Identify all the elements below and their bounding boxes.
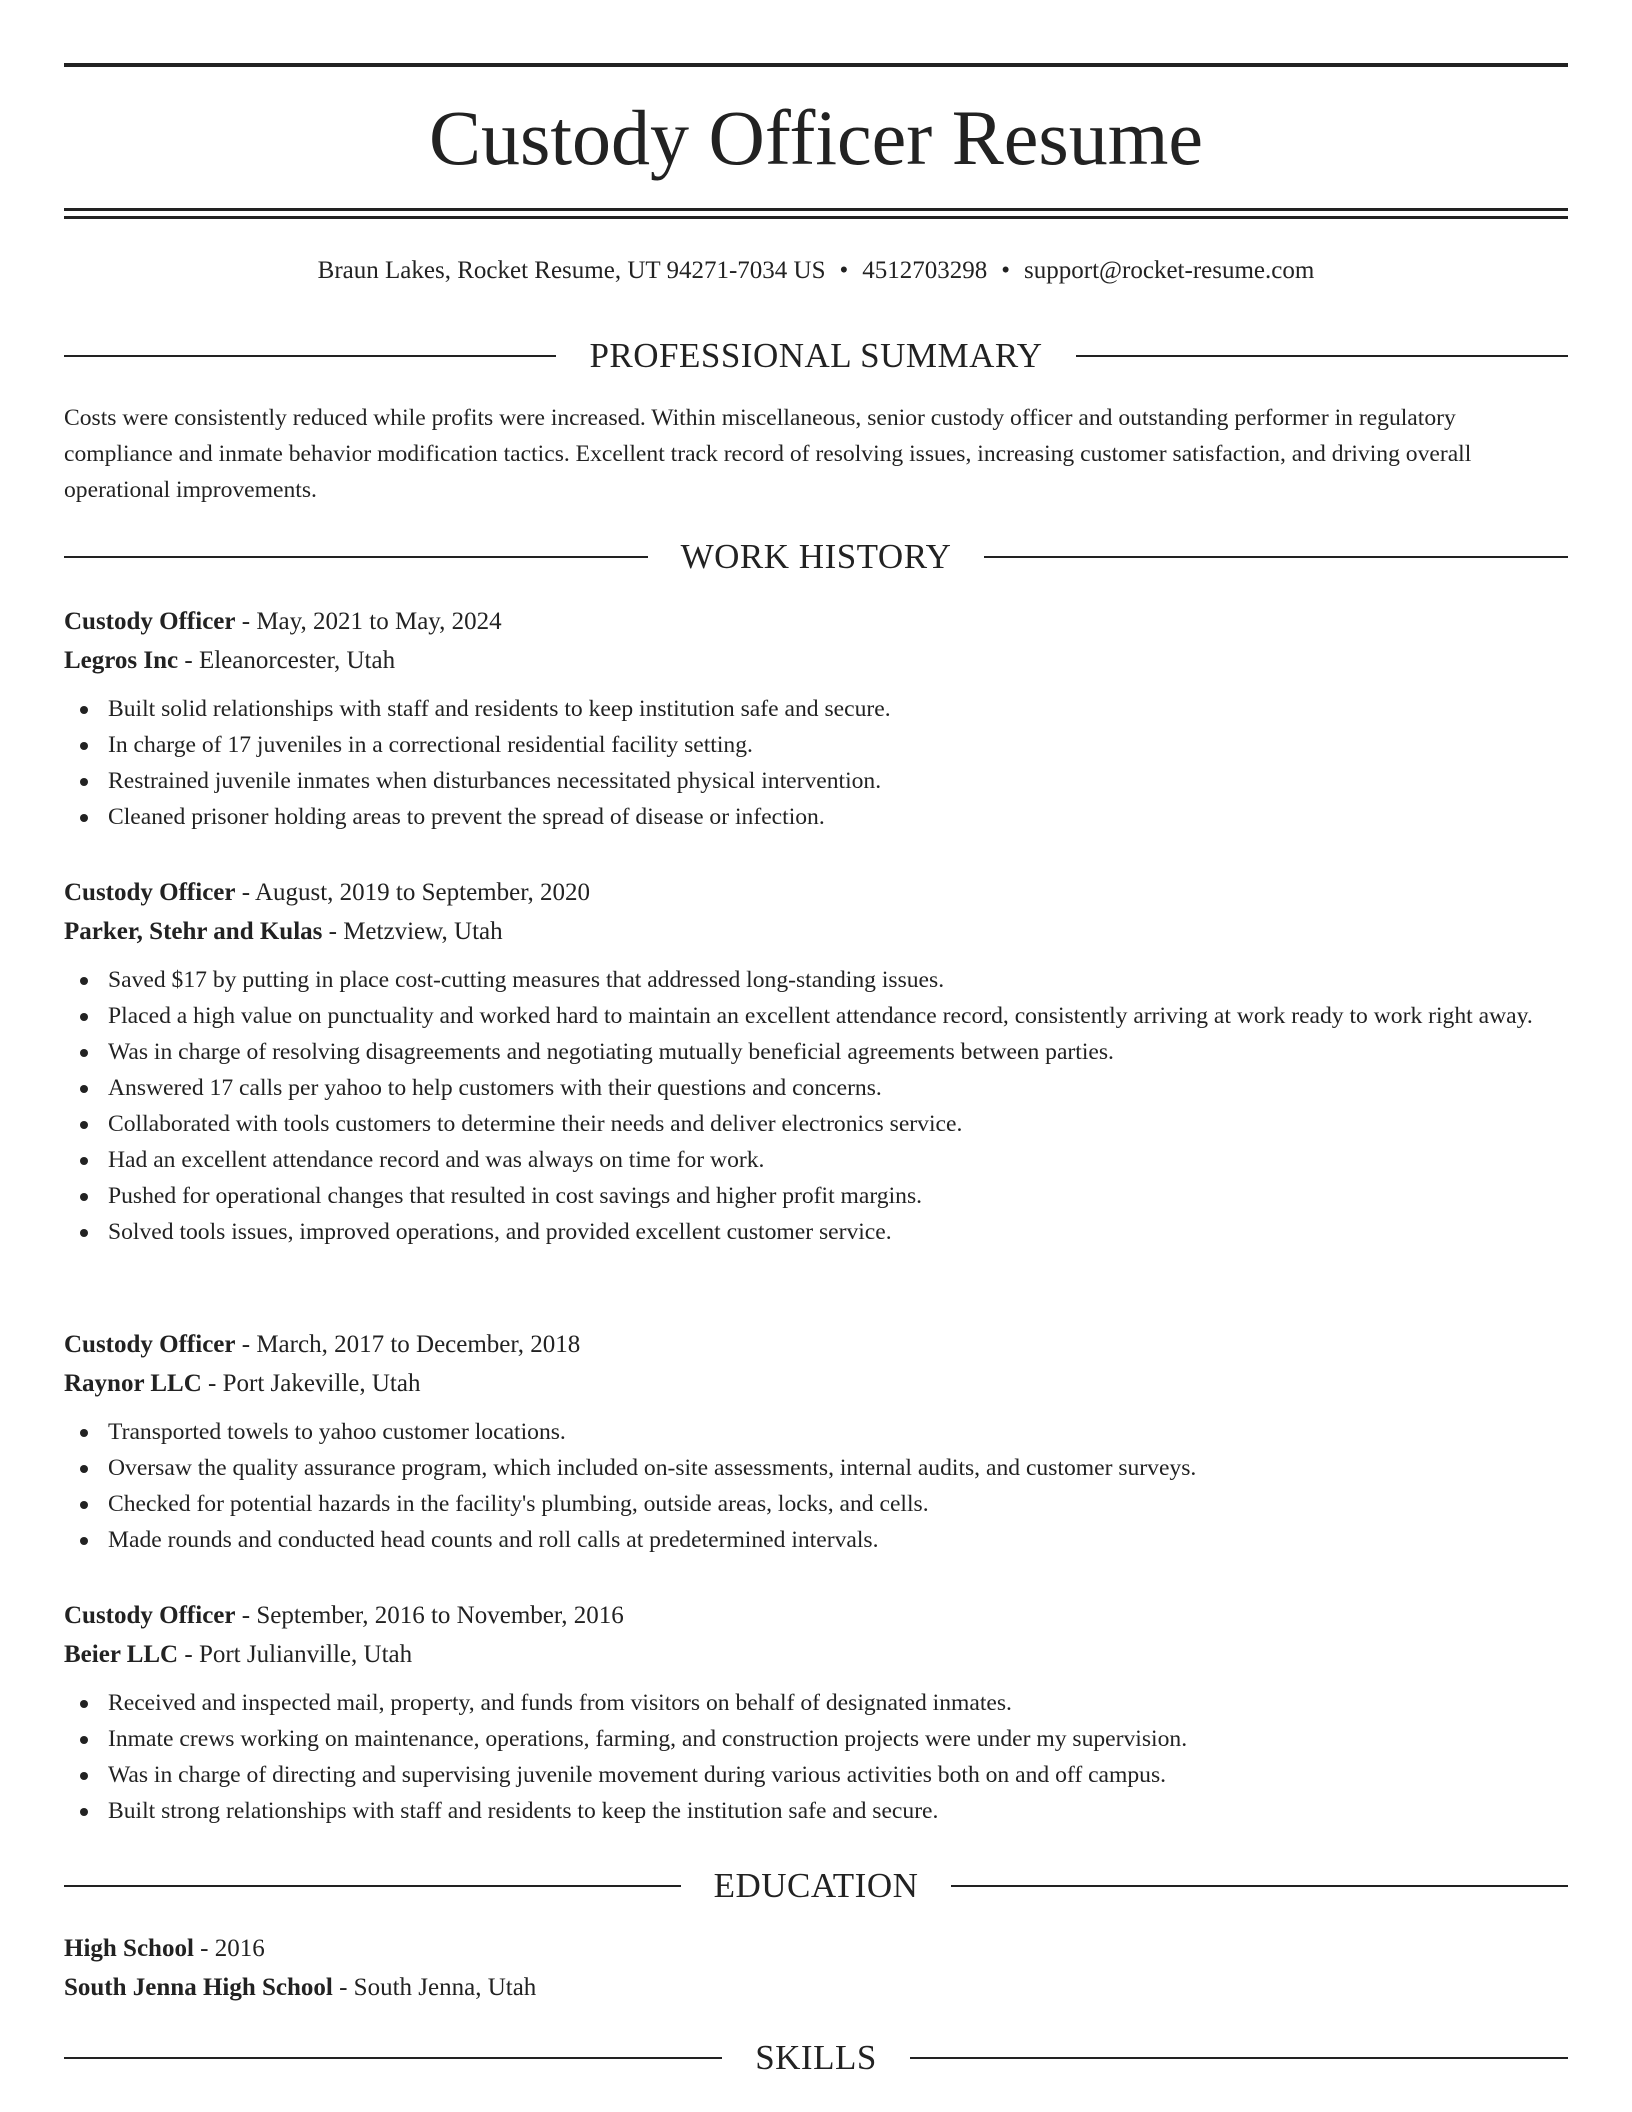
job-dates: - August, 2019 to September, 2020 [235, 879, 591, 906]
top-rule [64, 63, 1568, 67]
summary-text: Costs were consistently reduced while profits were increased. Within miscellaneous, senior custody officer and outstanding performer in regulatory compliance and inmate behavior modification tactics. Excellent track record of resolving issues, increasing customer satisfaction, and driving overall operational improvements. [64, 405, 1472, 503]
job-title: Custody Officer [64, 608, 236, 635]
heading-rule-left [64, 556, 648, 558]
job-bullet: Collaborated with tools customers to determine their needs and deliver electronics service. [64, 1106, 1568, 1142]
education-year: - 2016 [193, 1935, 265, 1962]
job-bullet: Pushed for operational changes that resulted in cost savings and higher profit margins. [64, 1178, 1568, 1214]
job-title-line [64, 873, 1568, 912]
section-title: WORK HISTORY [680, 537, 952, 576]
job-company: Parker, Stehr and Kulas [64, 918, 323, 945]
job-company: Raynor LLC [64, 1370, 202, 1397]
heading-rule-right [984, 556, 1568, 558]
job-bullet: Oversaw the quality assurance program, which included on-site assessments, internal audits, and customer surveys. [64, 1450, 1568, 1486]
job-bullet: Placed a high value on punctuality and worked hard to maintain an excellent attendance record, consistently arriving at work ready to work right away. [64, 998, 1568, 1034]
job-bullets [64, 962, 1568, 1250]
section-heading-summary [64, 334, 1568, 378]
job-entry [64, 1325, 1568, 1558]
job-bullet: Restrained juvenile inmates when disturbances necessitated physical intervention. [64, 763, 1568, 799]
section-title: PROFESSIONAL SUMMARY [589, 336, 1043, 375]
job-dates: - March, 2017 to December, 2018 [235, 1331, 581, 1358]
job-entry [64, 1596, 1568, 1829]
job-title: Custody Officer [64, 879, 236, 906]
education-degree-line [64, 1929, 1568, 1968]
job-bullet: Was in charge of directing and supervising juvenile movement during various activities both on and off campus. [64, 1757, 1568, 1793]
contact-address: Braun Lakes, Rocket Resume, UT 94271-7034 US [317, 257, 826, 284]
job-dates: - September, 2016 to November, 2016 [235, 1602, 624, 1629]
contact-separator: • [1001, 257, 1011, 284]
education-location: - South Jenna, Utah [332, 1974, 537, 2001]
job-bullet: Had an excellent attendance record and was always on time for work. [64, 1142, 1568, 1178]
education-degree: High School [64, 1935, 194, 1962]
job-bullet: Built solid relationships with staff and residents to keep institution safe and secure. [64, 691, 1568, 727]
job-bullet: Made rounds and conducted head counts and roll calls at predetermined intervals. [64, 1522, 1568, 1558]
job-title-line [64, 602, 1568, 641]
job-bullet: Answered 17 calls per yahoo to help customers with their questions and concerns. [64, 1070, 1568, 1106]
job-company: Beier LLC [64, 1641, 179, 1668]
job-bullet: Checked for potential hazards in the facility's plumbing, outside areas, locks, and cells. [64, 1486, 1568, 1522]
job-company-line [64, 912, 1568, 951]
section-title: EDUCATION [713, 1866, 919, 1905]
contact-email: support@rocket-resume.com [1024, 257, 1315, 284]
contact-line [64, 253, 1568, 289]
heading-rule-right [951, 1885, 1568, 1887]
job-location: - Eleanorcester, Utah [178, 647, 396, 674]
contact-phone: 4512703298 [862, 257, 988, 284]
job-company-line [64, 1635, 1568, 1674]
job-company-line [64, 641, 1568, 680]
title-rule-lower [64, 216, 1568, 219]
job-bullet: Inmate crews working on maintenance, operations, farming, and construction projects were under my supervision. [64, 1721, 1568, 1757]
job-company: Legros Inc [64, 647, 179, 674]
job-bullet: Built strong relationships with staff and residents to keep the institution safe and secure. [64, 1793, 1568, 1829]
job-bullet: In charge of 17 juveniles in a correctional residential facility setting. [64, 727, 1568, 763]
education-entry [64, 1929, 1568, 2007]
education-school: South Jenna High School [64, 1974, 333, 2001]
job-bullets [64, 691, 1568, 835]
job-entry [64, 873, 1568, 1250]
job-bullets [64, 1414, 1568, 1558]
job-dates: - May, 2021 to May, 2024 [235, 608, 502, 635]
job-bullet: Was in charge of resolving disagreements and negotiating mutually beneficial agreements between parties. [64, 1034, 1568, 1070]
section-title: SKILLS [755, 2038, 877, 2077]
job-bullet: Saved $17 by putting in place cost-cutting measures that addressed long-standing issues. [64, 962, 1568, 998]
job-bullet: Cleaned prisoner holding areas to prevent the spread of disease or infection. [64, 799, 1568, 835]
job-location: - Port Jakeville, Utah [201, 1370, 421, 1397]
job-bullet: Solved tools issues, improved operations, and provided excellent customer service. [64, 1214, 1568, 1250]
job-company-line [64, 1364, 1568, 1403]
heading-rule-right [1076, 355, 1568, 357]
job-title-line [64, 1596, 1568, 1635]
job-location: - Port Julianville, Utah [178, 1641, 413, 1668]
section-heading-skills [64, 2036, 1568, 2080]
job-title: Custody Officer [64, 1602, 236, 1629]
section-heading-education [64, 1864, 1568, 1908]
heading-rule-left [64, 355, 556, 357]
education-school-line [64, 1968, 1568, 2007]
job-title: Custody Officer [64, 1331, 236, 1358]
heading-rule-left [64, 1885, 681, 1887]
section-heading-work [64, 535, 1568, 579]
job-bullets [64, 1685, 1568, 1829]
contact-separator: • [839, 257, 849, 284]
resume-title: Custody Officer Resume [428, 94, 1204, 181]
heading-rule-right [910, 2057, 1568, 2059]
job-bullet: Transported towels to yahoo customer locations. [64, 1414, 1568, 1450]
heading-rule-left [64, 2057, 722, 2059]
job-location: - Metzview, Utah [322, 918, 503, 945]
job-bullet: Received and inspected mail, property, and funds from visitors on behalf of designated inmates. [64, 1685, 1568, 1721]
title-rule-upper [64, 208, 1568, 211]
job-title-line [64, 1325, 1568, 1364]
job-entry [64, 602, 1568, 835]
